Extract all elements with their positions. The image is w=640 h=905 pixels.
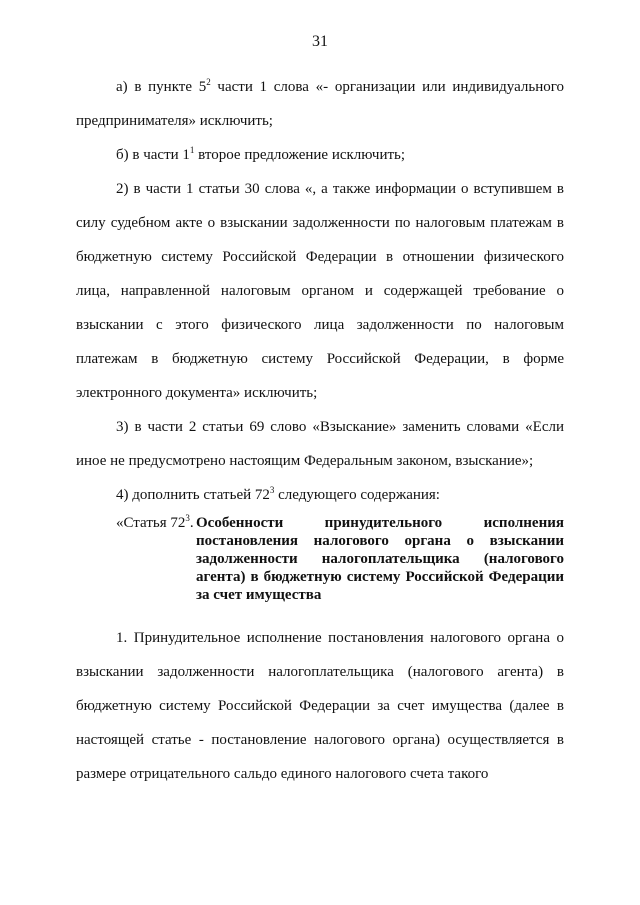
item-4-superscript: 3	[269, 485, 275, 495]
article-title: Особенности принудительного исполнения постановления налогового органа о взыскании задолженности налогоплательщика (налогового агента) в бюджетную систему Российской Федерации за счет имущества	[196, 515, 564, 603]
item-a-superscript: 2	[206, 77, 211, 87]
item-4-text: 4) дополнить статьей 72	[116, 487, 270, 503]
page-number: 31	[312, 33, 328, 50]
item-a-rest: части 1 слова «- организации или индивидуального предпринимателя» исключить;	[76, 79, 564, 129]
item-b-rest: второе предложение исключить;	[194, 147, 406, 163]
item-4-paragraph	[76, 478, 564, 512]
item-b-superscript: 1	[189, 145, 195, 155]
item-b-text: б) в части 1	[116, 147, 190, 163]
item-2-paragraph: 2) в части 1 статьи 30 слова «, а также информации о вступившем в силу судебном акте о взыскании задолженности по налоговым платежам в бюджетную систему Российской Федерации в отношении физического лица, направленной налоговым органом и содержащей требование о взыскании с этого физического лица задолженности по налоговым платежам в бюджетную систему Российской Федерации, в форме электронного документа» исключить;	[76, 181, 564, 401]
article-label	[116, 514, 194, 532]
article-label-superscript: 3	[185, 513, 190, 523]
item-3-paragraph: 3) в части 2 статьи 69 слово «Взыскание» заменить словами «Если иное не предусмотрено настоящим Федеральным законом, взыскание»;	[76, 419, 564, 469]
article-body-paragraph: 1. Принудительное исполнение постановления налогового органа о взыскании задолженности налогоплательщика (налогового агента) в бюджетную систему Российской Федерации за счет имущества (далее в настоящей статье - постановление налогового органа) осуществляется в размере отрицательного сальдо единого налогового счета такого	[76, 630, 564, 782]
article-heading	[76, 514, 564, 604]
item-b-paragraph	[76, 138, 564, 172]
document-body	[76, 70, 564, 791]
item-a-paragraph	[76, 70, 564, 138]
item-4-rest: следующего содержания:	[274, 487, 440, 503]
article-label-end: .	[189, 515, 194, 531]
item-a-text: а) в пункте 5	[116, 79, 207, 95]
article-label-text: «Статья 72	[116, 515, 186, 531]
